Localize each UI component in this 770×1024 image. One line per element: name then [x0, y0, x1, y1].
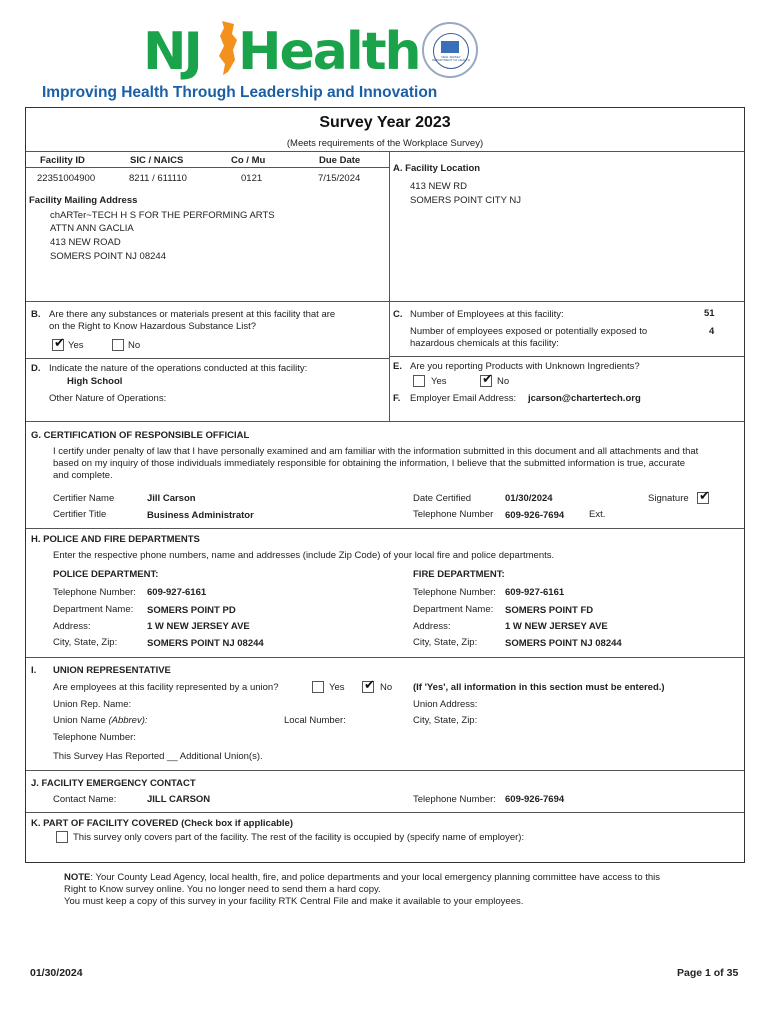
section-c-letter: C. [393, 309, 403, 320]
fire-address-value: 1 W NEW JERSEY AVE [505, 621, 608, 632]
column-divider [389, 151, 390, 421]
police-heading: POLICE DEPARTMENT: [53, 569, 159, 580]
note-label: NOTE [64, 872, 91, 883]
facility-id-value: 22351004900 [37, 173, 96, 184]
rule-before-d [26, 358, 390, 359]
mailing-address-label: Facility Mailing Address [29, 195, 138, 206]
union-no-label: No [380, 682, 393, 693]
fire-phone-value: 609-927-6161 [505, 587, 565, 598]
section-i-letter: I. [31, 665, 37, 676]
additional-unions-text: This Survey Has Reported __ Additional Union(s). [53, 751, 263, 762]
police-city-label: City, State, Zip: [53, 637, 118, 648]
certifier-title-value: Business Administrator [147, 510, 254, 521]
part-facility-text: This survey only covers part of the facility. The rest of the facility is occupied by (specify name of employer): [73, 832, 525, 843]
union-phone-label: Telephone Number: [53, 732, 136, 743]
section-d-value: High School [67, 376, 123, 387]
certifier-name-label: Certifier Name [53, 493, 115, 504]
section-e-yes-checkbox[interactable] [413, 375, 425, 387]
logo-nj-text: NJ [143, 22, 200, 82]
union-rep-label: Union Rep. Name: [53, 699, 132, 710]
fire-dept-label: Department Name: [413, 604, 494, 615]
part-facility-checkbox[interactable] [56, 831, 68, 843]
rule-before-k [26, 812, 744, 813]
rule-before-b [26, 301, 744, 302]
certifier-title-label: Certifier Title [53, 509, 107, 520]
logo-health-text: Health [238, 22, 420, 82]
section-e-question: Are you reporting Products with Unknown Ingredients? [410, 361, 640, 372]
contact-phone-value: 609-926-7694 [505, 794, 565, 805]
co-mu-value: 0121 [241, 173, 263, 184]
police-city-value: SOMERS POINT NJ 08244 [147, 638, 264, 649]
seal-text: NEW JERSEY DEPARTMENT OF HEALTH [432, 56, 470, 62]
facility-location-line1: 413 NEW RD [410, 181, 468, 192]
contact-name-label: Contact Name: [53, 794, 117, 805]
police-address-value: 1 W NEW JERSEY AVE [147, 621, 250, 632]
section-d-letter: D. [31, 363, 41, 374]
header-rule-top [26, 151, 744, 152]
employees-value: 51 [704, 308, 715, 319]
section-e-no-label: No [497, 376, 510, 387]
section-j-heading: J. FACILITY EMERGENCY CONTACT [31, 778, 196, 789]
police-dept-value: SOMERS POINT PD [147, 605, 236, 616]
footer-page-number: Page 1 of 35 [677, 967, 739, 979]
sic-naics-header: SIC / NAICS [130, 155, 184, 166]
exposed-label-2: hazardous chemicals at this facility: [410, 338, 559, 349]
union-no-checkbox[interactable] [362, 681, 374, 693]
rule-before-j [26, 770, 744, 771]
mailing-line-1: chARTer~TECH H S FOR THE PERFORMING ARTS [50, 210, 275, 221]
union-name-label [53, 715, 148, 726]
fire-city-label: City, State, Zip: [413, 637, 478, 648]
employees-label: Number of Employees at this facility: [410, 309, 564, 320]
rule-before-e [390, 356, 744, 357]
section-f-letter: F. [393, 393, 401, 404]
section-d-question: Indicate the nature of the operations conducted at this facility: [49, 363, 308, 374]
section-e-yes-label: Yes [431, 376, 447, 387]
footer-date: 01/30/2024 [30, 967, 83, 979]
email-label: Employer Email Address: [410, 393, 517, 404]
signature-label: Signature [648, 493, 689, 504]
facility-location-line2: SOMERS POINT CITY NJ [410, 195, 522, 206]
fire-city-value: SOMERS POINT NJ 08244 [505, 638, 622, 649]
local-number-label: Local Number: [284, 715, 346, 726]
survey-title: Survey Year 2023 [319, 114, 451, 131]
section-b-yes-label: Yes [68, 340, 84, 351]
date-certified-value: 01/30/2024 [505, 493, 553, 504]
police-dept-label: Department Name: [53, 604, 134, 615]
section-k-heading: K. PART OF FACILITY COVERED (Check box if applicable) [31, 818, 293, 829]
other-nature-label: Other Nature of Operations: [49, 393, 167, 404]
note-line-1 [64, 872, 660, 883]
email-value: jcarson@chartertech.org [528, 393, 641, 404]
survey-subtitle: (Meets requirements of the Workplace Survey) [286, 138, 484, 149]
co-mu-header: Co / Mu [231, 155, 266, 166]
tagline: Improving Health Through Leadership and Innovation [42, 84, 438, 101]
union-question: Are employees at this facility represented by a union? [53, 682, 279, 693]
mailing-line-4: SOMERS POINT NJ 08244 [50, 251, 166, 262]
signature-checkbox[interactable] [697, 492, 709, 504]
due-date-header: Due Date [319, 155, 361, 166]
note-line-3: You must keep a copy of this survey in your facility RTK Central File and make it available to your employees. [64, 896, 524, 907]
exposed-value: 4 [709, 326, 715, 337]
due-date-value: 7/15/2024 [318, 173, 361, 184]
union-note: (If 'Yes', all information in this section must be entered.) [413, 682, 665, 693]
facility-location-label: A. Facility Location [393, 163, 481, 174]
section-b-no-label: No [128, 340, 141, 351]
fire-dept-value: SOMERS POINT FD [505, 605, 594, 616]
section-b-letter: B. [31, 309, 41, 320]
section-e-no-checkbox[interactable] [480, 375, 492, 387]
section-b-no-checkbox[interactable] [112, 339, 124, 351]
fire-phone-label: Telephone Number: [413, 587, 496, 598]
rule-before-g [26, 421, 744, 422]
section-g-heading: G. CERTIFICATION OF RESPONSIBLE OFFICIAL [31, 430, 250, 441]
union-name-abbrev: (Abbrev): [108, 715, 148, 726]
certification-text-1: I certify under penalty of law that I have personally examined and am familiar with the information submitted in this document and all attachments and that [53, 446, 699, 457]
sic-naics-value: 8211 / 611110 [129, 173, 187, 184]
ext-label: Ext. [589, 509, 606, 520]
certifier-phone-label: Telephone Number [413, 509, 494, 520]
contact-phone-label: Telephone Number: [413, 794, 496, 805]
fire-address-label: Address: [413, 621, 451, 632]
date-certified-label: Date Certified [413, 493, 472, 504]
section-h-instructions: Enter the respective phone numbers, name and addresses (include Zip Code) of your local fire and police departments. [53, 550, 555, 561]
mailing-line-3: 413 NEW ROAD [50, 237, 121, 248]
police-phone-label: Telephone Number: [53, 587, 136, 598]
header-rule-mid [26, 167, 390, 168]
certification-text-2: based on my inquiry of those individuals immediately responsible for obtaining the information, I believe that the submitted information is true, accurate [53, 458, 686, 469]
mailing-line-2: ATTN ANN GACLIA [50, 223, 134, 234]
union-address-label: Union Address: [413, 699, 478, 710]
union-yes-checkbox[interactable] [312, 681, 324, 693]
fire-heading: FIRE DEPARTMENT: [413, 569, 505, 580]
rule-before-h [26, 528, 744, 529]
section-b-question-2: on the Right to Know Hazardous Substance List? [49, 321, 257, 332]
note-text-1: : Your County Lead Agency, local health, fire, and police departments and your local emergency planning committee have access to this [90, 872, 661, 883]
section-e-letter: E. [393, 361, 402, 372]
exposed-label-1: Number of employees exposed or potentially exposed to [410, 326, 648, 337]
note-line-2: Right to Know survey online. You no longer need to send them a hard copy. [64, 884, 381, 895]
facility-id-header: Facility ID [40, 155, 85, 166]
rule-before-i [26, 657, 744, 658]
section-h-heading: H. POLICE AND FIRE DEPARTMENTS [31, 534, 200, 545]
police-address-label: Address: [53, 621, 91, 632]
nj-health-seal [422, 22, 478, 78]
section-i-heading: UNION REPRESENTATIVE [53, 665, 171, 676]
union-city-label: City, State, Zip: [413, 715, 478, 726]
section-b-yes-checkbox[interactable] [52, 339, 64, 351]
certification-text-3: and complete. [53, 470, 113, 481]
section-b-question-1: Are there any substances or materials present at this facility that are [49, 309, 336, 320]
police-phone-value: 609-927-6161 [147, 587, 207, 598]
certifier-name-value: Jill Carson [147, 493, 196, 504]
certifier-phone-value: 609-926-7694 [505, 510, 565, 521]
union-yes-label: Yes [329, 682, 345, 693]
union-name-text: Union Name [53, 715, 106, 726]
nj-state-icon [216, 20, 238, 76]
contact-name-value: JILL CARSON [147, 794, 211, 805]
